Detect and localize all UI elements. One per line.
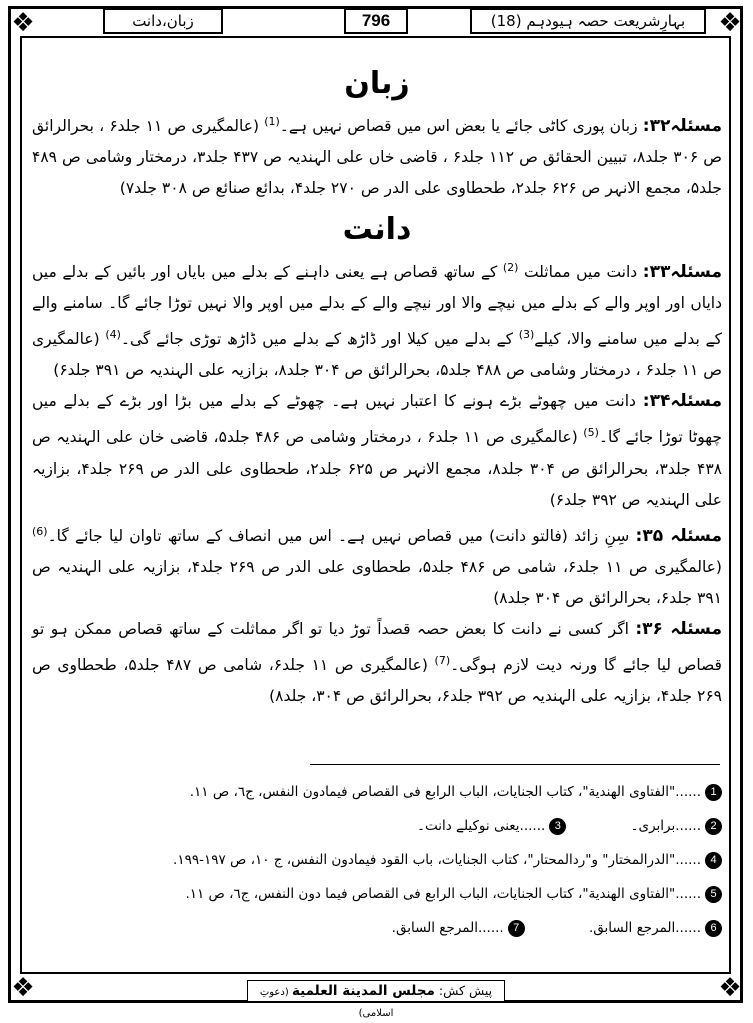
publisher-footer [247, 980, 505, 1019]
footnote-number: 7 [508, 920, 525, 937]
footnote-item [190, 775, 722, 809]
page-number: 796 [344, 8, 408, 34]
footnote-text: ......"الدرالمختار" و"ردالمحتار"، كتاب الجنايات، باب القود فيمادون النفس، ج ١٠، ص ١٩٧-١٩٩. [173, 852, 701, 868]
footnote-divider [310, 764, 720, 765]
masala-text: دانت میں چھوٹے بڑے ہونے کا اعتبار نہیں ہے۔ چھوٹے کے بدلے میں بڑا اور بڑے کے بدلے میں چھوٹا توڑا جائے گا۔ [32, 392, 722, 447]
masala-text: اگر کسی نے دانت کا بعض حصہ قصداً توڑ دیا تو اگر مماثلت کے ساتھ قصاص ممکن ہو تو قصاص لیا جائے گا ورنہ دیت لازم ہوگی۔ [32, 619, 722, 674]
footnote-row [32, 877, 722, 911]
page-body [32, 60, 722, 712]
masala-35 [32, 516, 722, 614]
masala-text: سِنِ زائد (فالتو دانت) میں قصاص نہیں ہے۔ اس میں انصاف کے ساتھ تاوان لیا جائے گا۔ [47, 526, 636, 545]
corner-ornament-icon: ❖ [718, 8, 742, 38]
masala-label: مسئلہ۳۳: [642, 262, 722, 283]
footnote-item [173, 843, 722, 877]
footer-prefix: پیش کش: [434, 983, 493, 998]
footnote-row [32, 775, 722, 809]
footnote-item [589, 911, 722, 945]
footnote-item [392, 911, 525, 945]
book-title: بہارِشریعت حصہ ہیودہم (18) [470, 8, 706, 34]
footnote-marker: (5) [583, 426, 599, 440]
footnote-text: ......"الفتاوى الهندية"، كتاب الجنايات، الباب الرابع فى القصاص فيما دون النفس، ج٦، ص ١١. [185, 886, 701, 902]
masala-label: مسئلہ۳۴: [642, 391, 722, 412]
footnote-row [32, 843, 722, 877]
masala-33 [32, 252, 722, 386]
corner-ornament-icon: ❖ [718, 973, 742, 1003]
masala-32 [32, 106, 722, 204]
footnote-item [631, 809, 722, 843]
masala-reference: (عالمگیری ص ۱۱ جلد۶ ، بحرالرائق ص ۳۰۶ جلد۸، تبیین الحقائق ص ۱۱۲ جلد۶ ، قاضی خاں علی الہندیہ ص ۴۳۷ جلد۳، درمختار وشامی ص ۴۸۹ جلد۵، مجمع الانہر ص ۶۲۶ جلد۲، طحطاوی علی الدر ص ۲۷۰ جلد۴، بدائع صنائع ص ۳۰۸ جلد۷) [32, 117, 723, 198]
footnote-text: ......"الفتاوى الهندية"، كتاب الجنايات، الباب الرابع فى القصاص فيمادون النفس، ج٦، ص ١١. [189, 784, 701, 800]
masala-label: مسئلہ۳۲: [642, 116, 722, 137]
masala-reference: (عالمگیری ص ۱۱ جلد۶ ، درمختار وشامی ص ۴۸۸ جلد۵، بحرالرائق ص ۳۰۴ جلد۸، بزازیہ علی الہندیہ ص ۳۹۱ جلد۶) [32, 330, 722, 380]
footnote-marker: (6) [32, 524, 48, 538]
footnote-marker: (1) [264, 115, 280, 128]
masala-34 [32, 386, 722, 515]
footnote-marker: (4) [105, 328, 121, 342]
footnote-number: 3 [549, 818, 566, 835]
masala-text: زبان پوری کاٹی جائے یا بعض اس میں قصاص نہیں ہے۔ [279, 117, 643, 136]
section-title: زبان،دانت [103, 8, 223, 34]
masala-text: کے بدلے میں کیلا اور ڈاڑھ کے بدلے میں ڈاڑھ توڑی جائے گی۔ [120, 330, 519, 349]
masala-label: مسئلہ ۳۶: [635, 618, 722, 639]
footnote-row [32, 809, 722, 843]
footnotes [32, 775, 722, 945]
section-heading-teeth: دانت [342, 212, 412, 248]
masala-reference: (عالمگیری ص ۱۱ جلد۶، شامی ص ۴۸۶ جلد۵، طحطاوی علی الدر ص ۲۶۹ جلد۴، بزازیہ علی الہندیہ ص ۳۹۱ جلد۶، بحرالرائق ص ۳۰۴ جلد۸) [32, 557, 722, 607]
footnote-number: 1 [705, 784, 722, 801]
footnote-item [185, 877, 722, 911]
masala-reference: (عالمگیری ص ۱۱ جلد۶ ، درمختار وشامی ص ۴۸۶ جلد۵، قاضی خان علی الہندیہ ص ۴۳۸ جلد۳، بحرالرائق ص ۳۰۴ جلد۸، مجمع الانہر ص ۶۲۵ جلد۲، طحطاوی علی الدر ص ۲۶۹ جلد۴، بزازیہ علی الہندیہ ص ۳۹۲ جلد۶) [32, 428, 722, 509]
masala-reference: (عالمگیری ص ۱۱ جلد۶، شامی ص ۴۸۷ جلد۵، طحطاوی ص ۲۶۹ جلد۴، بزازیہ علی الہندیہ ص ۳۹۲ جلد۶، بحرالرائق ص ۳۰۴، جلد۸) [32, 655, 722, 705]
footnote-number: 5 [705, 886, 722, 903]
section-heading-tongue: زبان [344, 66, 410, 101]
footnote-number: 6 [705, 920, 722, 937]
footnote-text: ......یعنی نوکیلے دانت۔ [417, 818, 546, 834]
corner-ornament-icon: ❖ [11, 8, 35, 38]
footnote-number: 2 [705, 818, 722, 835]
footnote-text: ......المرجع السابق. [588, 920, 701, 936]
footnote-text: ......المرجع السابق. [391, 920, 504, 936]
corner-ornament-icon: ❖ [11, 973, 35, 1003]
footer-org: مجلس المدينة العلمية [291, 983, 435, 999]
footnote-number: 4 [705, 852, 722, 869]
masala-36 [32, 614, 722, 712]
footer-suffix: (دعوتِ اسلامی) [259, 987, 394, 1019]
masala-text: کے ساتھ قصاص ہے یعنی داہنے کے بدلے میں بایاں اور بائیں کے بدلے میں دایاں اور اوپر والے کے بدلے میں نیچے والا اور نیچے والے کے بدلے میں اوپر والا نہیں توڑا جائے گا۔ سامنے والے کے بدلے میں سامنے والا، کیلے [32, 263, 722, 349]
footnote-item [417, 809, 566, 843]
footnote-marker: (7) [434, 653, 451, 667]
masala-text: دانت میں مماثلت [518, 263, 643, 282]
masala-label: مسئلہ ۳۵: [635, 525, 722, 546]
footnote-marker: (2) [502, 261, 519, 275]
footnote-marker: (3) [518, 328, 535, 342]
footnote-text: ......برابری۔ [630, 818, 701, 834]
footnote-row [32, 911, 722, 945]
